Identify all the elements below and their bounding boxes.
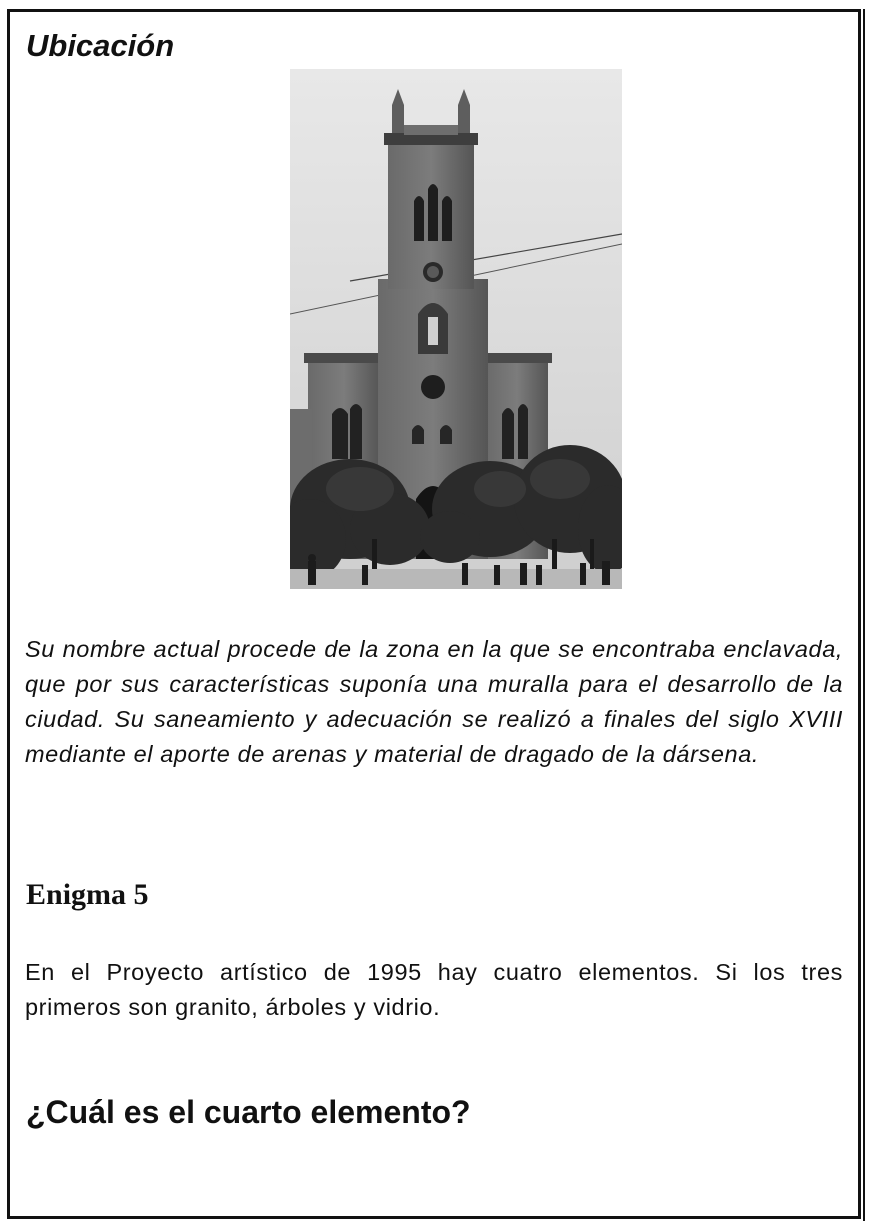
location-description: Su nombre actual procede de la zona en la que se encontraba enclavada, que por sus características suponía una muralla para el desarrollo de la ciudad. Su saneamiento y adecuación se realizó a finales del siglo XVIII mediante el aporte de arenas y material de dragado de la dársena. [25, 636, 843, 767]
enigma-clue: En el Proyecto artístico de 1995 hay cuatro elementos. Si los tres primeros son granito, árboles y vidrio. [25, 959, 843, 1020]
enigma-title: Enigma 5 [26, 878, 149, 911]
section-heading: Ubicación [26, 28, 175, 63]
church-tower-photo [290, 69, 622, 589]
right-border-rule [863, 9, 867, 1221]
enigma-question: ¿Cuál es el cuarto elemento? [26, 1094, 471, 1130]
